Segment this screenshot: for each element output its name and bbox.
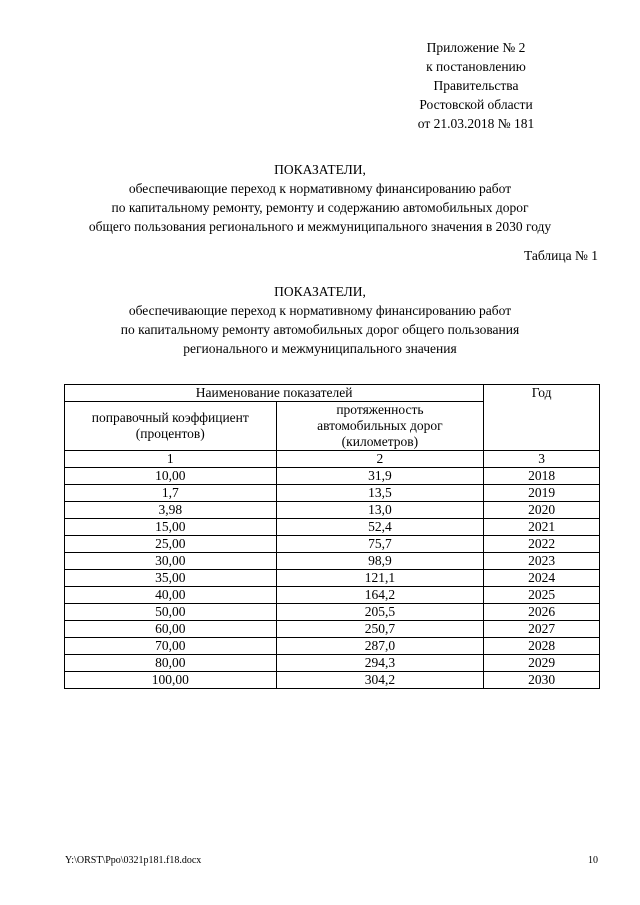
heading-title: ПОКАЗАТЕЛИ, xyxy=(274,162,366,177)
heading-line: обеспечивающие переход к нормативному финансированию работ xyxy=(128,181,512,196)
coefficient-cell: 15,00 xyxy=(65,519,277,536)
length-cell: 304,2 xyxy=(276,672,484,689)
coefficient-cell: 50,00 xyxy=(65,604,277,621)
table-row xyxy=(65,604,600,621)
document-heading xyxy=(40,160,600,236)
table-row xyxy=(65,502,600,519)
heading-title: ПОКАЗАТЕЛИ, xyxy=(274,284,366,299)
coefficient-cell: 100,00 xyxy=(65,672,277,689)
table-row xyxy=(65,655,600,672)
year-cell: 2022 xyxy=(484,536,600,553)
heading-line: обеспечивающие переход к нормативному финансированию работ xyxy=(128,303,512,318)
coefficient-cell: 60,00 xyxy=(65,621,277,638)
appendix-line: Приложение № 2 xyxy=(426,40,526,55)
length-cell: 98,9 xyxy=(276,553,484,570)
coefficient-cell: 25,00 xyxy=(65,536,277,553)
table-row xyxy=(65,638,600,655)
column-number: 3 xyxy=(484,451,600,468)
table-row xyxy=(65,570,600,587)
coefficient-cell: 30,00 xyxy=(65,553,277,570)
length-cell: 205,5 xyxy=(276,604,484,621)
coefficient-cell: 70,00 xyxy=(65,638,277,655)
length-cell: 52,4 xyxy=(276,519,484,536)
coefficient-cell: 80,00 xyxy=(65,655,277,672)
appendix-line: Ростовской области xyxy=(419,97,533,112)
year-cell: 2021 xyxy=(484,519,600,536)
heading-line: по капитальному ремонту автомобильных дорог общего пользования xyxy=(120,322,520,337)
table-row xyxy=(65,536,600,553)
appendix-block xyxy=(376,38,576,133)
length-cell: 287,0 xyxy=(276,638,484,655)
year-cell: 2026 xyxy=(484,604,600,621)
group-header: Наименование показателей xyxy=(65,385,484,402)
column-number: 1 xyxy=(65,451,277,468)
year-cell: 2023 xyxy=(484,553,600,570)
length-cell: 164,2 xyxy=(276,587,484,604)
table-body xyxy=(65,468,600,689)
table-row xyxy=(65,621,600,638)
file-path: Y:\ORST\Ppo\0321p181.f18.docx xyxy=(65,855,202,866)
year-header: Год xyxy=(484,385,600,451)
year-cell: 2024 xyxy=(484,570,600,587)
table-row xyxy=(65,468,600,485)
length-cell: 13,0 xyxy=(276,502,484,519)
length-cell: 121,1 xyxy=(276,570,484,587)
table-row xyxy=(65,672,600,689)
coefficient-cell: 10,00 xyxy=(65,468,277,485)
length-cell: 250,7 xyxy=(276,621,484,638)
length-header: протяженность автомобильных дорог (километров) xyxy=(276,402,484,451)
year-cell: 2029 xyxy=(484,655,600,672)
coefficient-cell: 1,7 xyxy=(65,485,277,502)
length-cell: 294,3 xyxy=(276,655,484,672)
appendix-line: к постановлению xyxy=(426,59,526,74)
appendix-line: Правительства xyxy=(433,78,519,93)
year-cell: 2025 xyxy=(484,587,600,604)
table-row xyxy=(65,485,600,502)
coefficient-cell: 35,00 xyxy=(65,570,277,587)
page-number: 10 xyxy=(588,855,598,866)
coefficient-header: поправочный коэффициент (процентов) xyxy=(65,402,277,451)
year-cell: 2019 xyxy=(484,485,600,502)
column-number: 2 xyxy=(276,451,484,468)
length-cell: 13,5 xyxy=(276,485,484,502)
length-cell: 31,9 xyxy=(276,468,484,485)
table-row xyxy=(65,587,600,604)
table-row xyxy=(65,519,600,536)
heading-line: регионального и межмуниципального значения xyxy=(183,341,457,356)
heading-line: по капитальному ремонту, ремонту и содержанию автомобильных дорог xyxy=(111,200,529,215)
coefficient-cell: 3,98 xyxy=(65,502,277,519)
table-row xyxy=(65,553,600,570)
year-cell: 2020 xyxy=(484,502,600,519)
appendix-line: от 21.03.2018 № 181 xyxy=(417,116,535,131)
heading-line: общего пользования регионального и межмуниципального значения в 2030 году xyxy=(88,219,552,234)
year-cell: 2027 xyxy=(484,621,600,638)
indicators-table xyxy=(64,384,600,689)
coefficient-cell: 40,00 xyxy=(65,587,277,604)
table-label: Таблица № 1 xyxy=(524,248,598,263)
year-cell: 2018 xyxy=(484,468,600,485)
table-heading xyxy=(40,282,600,358)
length-cell: 75,7 xyxy=(276,536,484,553)
year-cell: 2030 xyxy=(484,672,600,689)
year-cell: 2028 xyxy=(484,638,600,655)
